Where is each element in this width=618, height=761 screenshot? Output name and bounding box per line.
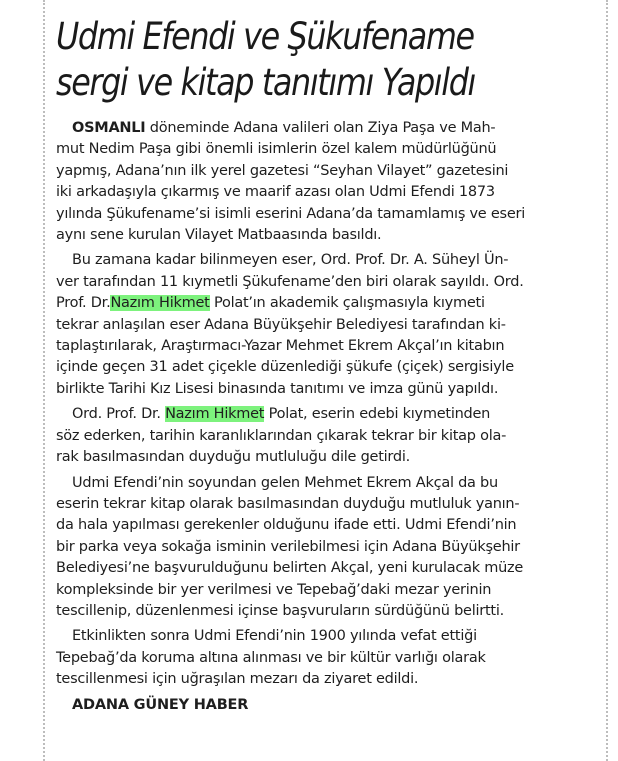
text-line <box>56 182 604 203</box>
text-line <box>56 515 604 536</box>
text-line <box>56 357 604 378</box>
text-line <box>56 315 604 336</box>
text-line <box>56 293 604 314</box>
text-line <box>56 669 604 690</box>
text-line <box>56 225 604 246</box>
text-segment: Prof. Dr. <box>56 295 111 312</box>
article-body <box>56 118 604 691</box>
text-segment: kompleksinde bir yer verilmesi ve Tepebağ’daki mezar yerinin <box>56 581 492 598</box>
text-segment: birlikte Tarihi Kız Lisesi binasında tanıtımı ve imza günü yapıldı. <box>56 380 499 397</box>
left-column-rule <box>43 0 45 761</box>
text-segment: tescillenip, düzenlenmesi içinse başvuruların sürdüğünü belirtti. <box>56 602 504 619</box>
text-segment: da hala yapılması gerekenler olduğunu ifade etti. Udmi Efendi’nin <box>56 517 517 534</box>
text-line <box>56 118 604 139</box>
text-line <box>56 494 604 515</box>
article-paragraph <box>56 626 604 690</box>
text-line <box>56 250 604 271</box>
article-paragraph <box>56 118 604 246</box>
text-segment: yılında Şükufename’si isimli eserini Adana’da tamamlamış ve eseri <box>56 205 525 222</box>
headline <box>56 14 581 106</box>
text-segment: ver tarafından 11 kıymetli Şükufename’den biri olarak sayıldı. Ord. <box>56 273 524 290</box>
article-paragraph <box>56 473 604 623</box>
text-line <box>56 336 604 357</box>
text-segment: bir parka veya sokağa isminin verilebilmesi için Adana Büyükşehir <box>56 538 520 555</box>
text-segment: rak basılmasından duyduğu mutluluğu dile getirdi. <box>56 449 410 466</box>
text-segment: iki arkadaşıyla çıkarmış ve maarif azası olan Udmi Efendi 1873 <box>56 184 495 201</box>
text-segment: Ord. Prof. Dr. <box>72 406 166 423</box>
text-line <box>56 626 604 647</box>
text-line <box>56 558 604 579</box>
text-line <box>56 404 604 425</box>
highlighted-name: Nazım Hikmet <box>110 295 210 312</box>
text-line <box>56 139 604 160</box>
text-line <box>56 379 604 400</box>
text-segment: aynı sene kurulan Vilayet Matbaasında basıldı. <box>56 227 382 244</box>
text-segment: Polat, eserin edebi kıymetinden <box>264 406 491 423</box>
text-line <box>56 601 604 622</box>
text-line <box>56 447 604 468</box>
text-segment: tekrar anlaşılan eser Adana Büyükşehir Belediyesi tarafından ki- <box>56 316 506 333</box>
text-line <box>56 648 604 669</box>
text-segment: eserin tekrar kitap olarak basılmasından duyduğu mutluluk yanın- <box>56 495 520 512</box>
text-line <box>56 272 604 293</box>
text-segment: yapmış, Adana’nın ilk yerel gazetesi “Seyhan Vilayet” gazetesini <box>56 162 509 179</box>
text-segment: Etkinlikten sonra Udmi Efendi’nin 1900 yılında vefat ettiği <box>72 628 477 645</box>
lead-word: OSMANLI <box>72 120 146 136</box>
text-line <box>56 473 604 494</box>
headline-line-1: Udmi Efendi ve Şükufename <box>56 15 474 58</box>
right-column-rule <box>606 0 608 761</box>
text-segment: tescillenmesi için uğraşılan mezarı da ziyaret edildi. <box>56 671 419 688</box>
text-segment: içinde geçen 31 adet çiçekle düzenlediği şükufe (çiçek) sergisiyle <box>56 359 514 376</box>
text-segment: Tepebağ’da koruma altına alınması ve bir kültür varlığı olarak <box>56 649 486 666</box>
text-segment: taplaştırılarak, Araştırmacı-Yazar Mehmet Ekrem Akçal’ın kitabın <box>56 338 505 355</box>
text-line <box>56 204 604 225</box>
news-article <box>56 14 604 713</box>
text-line <box>56 580 604 601</box>
text-line <box>56 161 604 182</box>
text-segment: döneminde Adana valileri olan Ziya Paşa ve Mah- <box>145 120 496 136</box>
text-segment: Belediyesi’ne başvurulduğunu belirten Akçal, yeni kurulacak müze <box>56 560 524 577</box>
text-segment: Bu zamana kadar bilinmeyen eser, Ord. Prof. Dr. A. Süheyl Ün- <box>72 252 509 269</box>
text-segment: mut Nedim Paşa gibi önemli isimlerin özel kalem müdürlüğünü <box>56 141 497 158</box>
text-segment: Udmi Efendi’nin soyundan gelen Mehmet Ekrem Akçal da bu <box>72 474 498 491</box>
article-paragraph <box>56 250 604 400</box>
text-line <box>56 426 604 447</box>
byline: ADANA GÜNEY HABER <box>72 696 249 713</box>
headline-line-2: sergi ve kitap tanıtımı Yapıldı <box>56 61 476 104</box>
highlighted-name: Nazım Hikmet <box>165 406 265 423</box>
text-segment: Polat’ın akademik çalışmasıyla kıymeti <box>209 295 485 312</box>
text-line <box>56 537 604 558</box>
article-paragraph <box>56 404 604 468</box>
text-segment: söz ederken, tarihin karanlıklarından çıkarak tekrar bir kitap ola- <box>56 427 507 444</box>
